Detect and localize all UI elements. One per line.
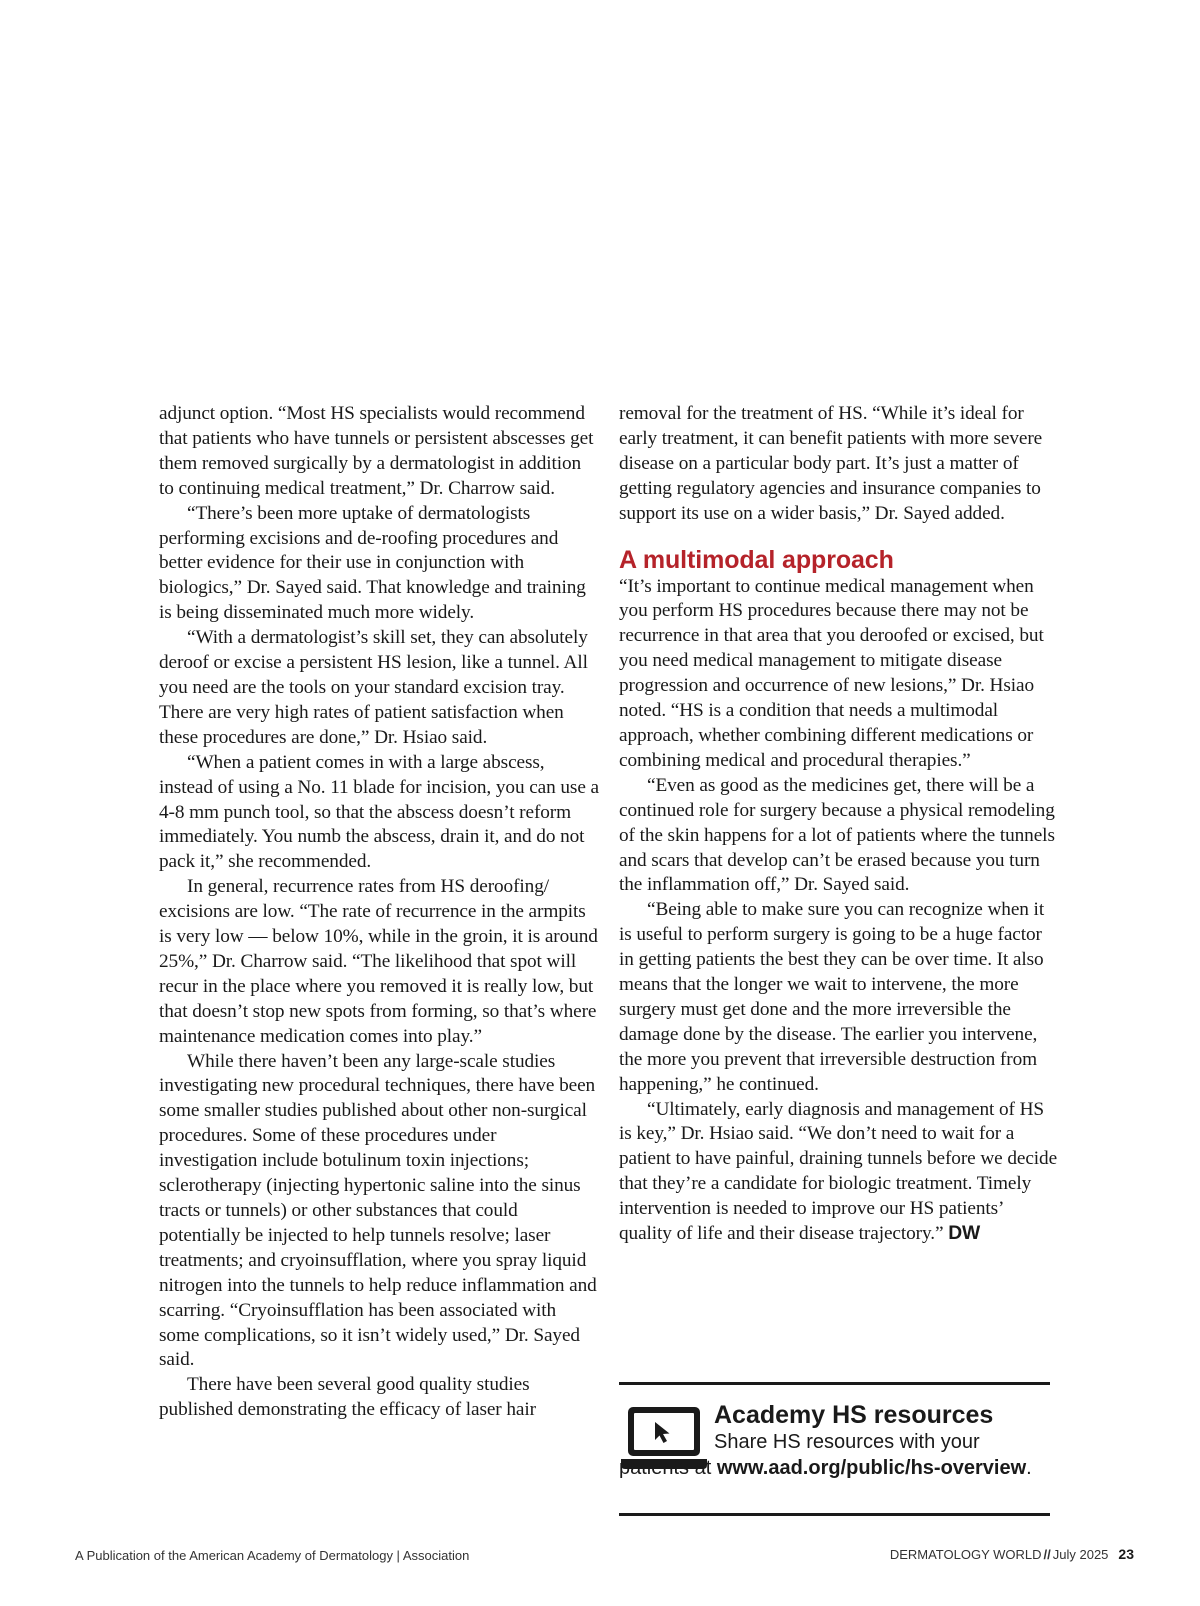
paragraph: “When a patient comes in with a large abscess, instead of using a No. 11 blade for incision, you can use a 4-8 mm punch tool, so that the abscess doesn’t reform immediately. You numb the abscess, drain it, and do not pack it,” she recommended. xyxy=(159,751,599,873)
paragraph: “There’s been more uptake of dermatologists performing excisions and de-roofing procedures and better evidence for their use in conjunction with biologics,” Dr. Sayed said. That knowledge and training is being disseminated much more widely. xyxy=(159,502,586,624)
paragraph: “It’s important to continue medical management when you perform HS procedures because there may not be recurrence in that area that you deroofed or excised, but you need medical management to mitigate disease progression and occurrence of new lesions,” Dr. Hsiao noted. “HS is a condition that needs a multimodal approach, whether combining different medications or combining medical and procedural therapies.” xyxy=(619,575,1044,771)
paragraph: “Being able to make sure you can recognize when it is useful to perform surgery is going to be a huge factor in getting patients the best they can be over time. It also means that the longer we wait to intervene, the more surgery must get done and the more irreversible the damage done by the disease. The earlier you intervene, the more you prevent that irreversible destruction from happening,” he continued. xyxy=(619,899,1045,1095)
paragraph: In general, recurrence rates from HS deroofing/ excisions are low. “The rate of recurrence in the armpits is very low — below 10%, while in the groin, it is around 25%,” Dr. Charrow said. “The likelihood that spot will recur in the place where you removed it is really low, but that doesn’t stop new spots from forming, so that’s where maintenance medication comes into play.” xyxy=(159,876,598,1047)
resources-text xyxy=(619,1429,1049,1481)
paragraph: There have been several good quality studies published demonstrating the efficacy of laser hair xyxy=(159,1374,536,1421)
paragraph: “With a dermatologist’s skill set, they can absolutely deroof or excise a persistent HS lesion, like a tunnel. All you need are the tools on your standard excision tray. There are very high rates of patient satisfaction when these procedures are done,” Dr. Hsiao said. xyxy=(159,627,588,748)
paragraph-text: “Ultimately, early diagnosis and management of HS is key,” Dr. Hsiao said. “We don’t need to wait for a patient to have painful, draining tunnels before we decide that they’re a candidate for biologic treatment. Timely intervention is needed to improve our HS patients’ quality of life and their disease trajectory.” xyxy=(619,1098,1058,1245)
closing-paragraph xyxy=(619,1098,1059,1247)
footer-issue-info xyxy=(890,1546,1134,1562)
resources-title: Academy HS resources xyxy=(714,1401,994,1429)
footer-publisher: A Publication of the American Academy of Dermatology | Association xyxy=(75,1548,470,1563)
paragraph: adjunct option. “Most HS specialists would recommend that patients who have tunnels or persistent abscesses get them removed surgically by a dermatologist in addition to continuing medical treatment,” Dr. Charrow said. xyxy=(159,403,594,499)
page-number: 23 xyxy=(1118,1546,1134,1562)
paragraph: removal for the treatment of HS. “While it’s ideal for early treatment, it can benefit patients with more severe disease on a particular body part. It’s just a matter of getting regulatory agencies and insurance companies to support its use on a wider basis,” Dr. Sayed added. xyxy=(619,403,1043,524)
paragraph: While there haven’t been any large-scale studies investigating new procedural techniques, there have been some smaller studies published about other non-surgical procedures. Some of these procedures under investigation include botulinum toxin injections; sclerotherapy (injecting hypertonic saline into the sinus tracts or tunnels) or other substances that could potentially be injected to help tunnels resolve; laser treatments; and cryoinsufflation, where you spray liquid nitrogen into the tunnels to help reduce inflammation and scarring. “Cryoinsufflation has been associated with some complications, so it isn’t widely used,” Dr. Sayed said. xyxy=(159,1050,597,1371)
resources-end: . xyxy=(1026,1457,1032,1479)
publication-name: DERMATOLOGY WORLD xyxy=(889,1547,1042,1562)
article-column-left xyxy=(159,402,599,1423)
paragraph: “Even as good as the medicines get, there will be a continued role for surgery because a physical remodeling of the skin happens for a lot of patients where the tunnels and scars that develop can’t be erased because you turn the inflammation off,” Dr. Sayed said. xyxy=(619,774,1055,896)
footer-separator: // xyxy=(1043,1547,1051,1562)
resources-link[interactable]: www.aad.org/public/hs-overview xyxy=(716,1457,1027,1479)
issue-date: July 2025 xyxy=(1052,1547,1109,1562)
resources-box xyxy=(619,1382,1050,1516)
resources-description: Share HS resources with your patients at xyxy=(619,1431,980,1479)
end-mark: DW xyxy=(948,1223,981,1245)
section-subhead: A multimodal approach xyxy=(619,545,894,574)
article-column-right xyxy=(619,402,1059,1247)
